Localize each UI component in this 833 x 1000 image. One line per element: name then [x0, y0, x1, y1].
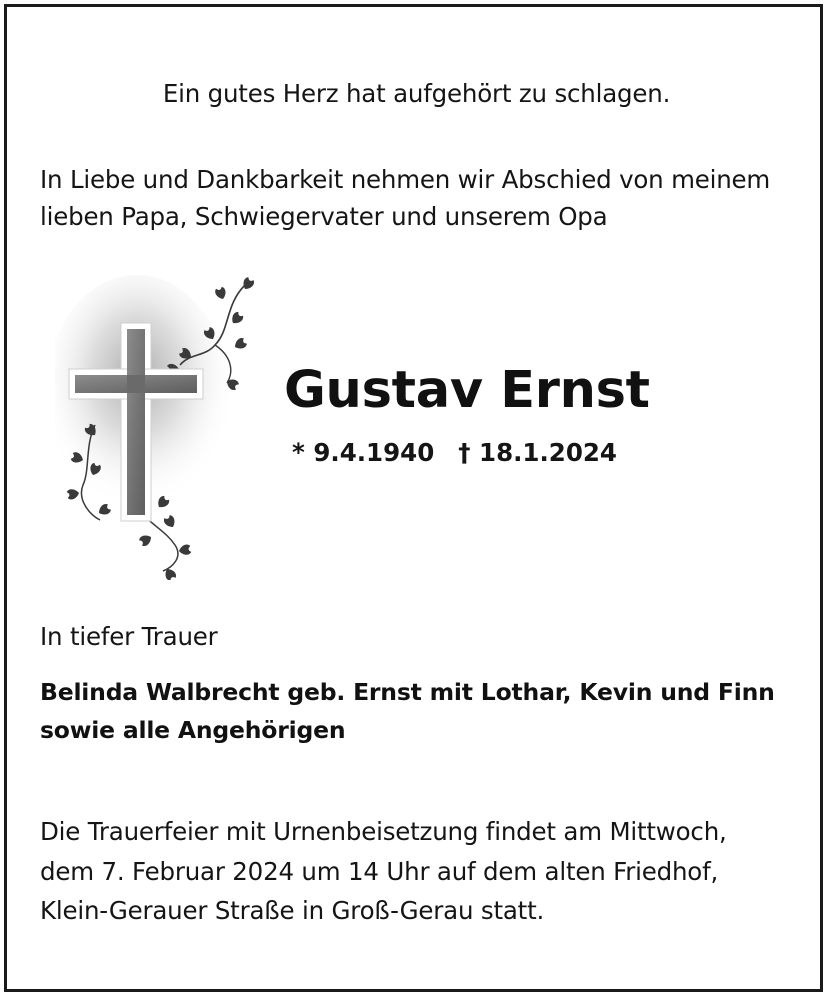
intro-line-1: In Liebe und Dankbarkeit nehmen wir Abschied von meinem — [40, 165, 771, 194]
family-line-1: Belinda Walbrecht geb. Ernst mit Lothar, Kevin und Finn — [40, 678, 775, 706]
mourning-phrase: In tiefer Trauer — [40, 622, 218, 651]
service-line-3: Klein-Gerauer Straße in Groß-Gerau statt. — [40, 896, 545, 925]
headline: Ein gutes Herz hat aufgehört zu schlagen. — [162, 79, 671, 108]
life-dates — [292, 435, 617, 471]
service-line-2: dem 7. Februar 2024 um 14 Uhr auf dem alten Friedhof, — [40, 857, 719, 886]
cross-with-ivy-icon — [55, 275, 265, 580]
deceased-name: Gustav Ernst — [284, 361, 650, 420]
birth-date: * 9.4.1940 — [292, 438, 435, 467]
service-line-1: Die Trauerfeier mit Urnenbeisetzung findet am Mittwoch, — [40, 817, 727, 846]
death-date: † 18.1.2024 — [458, 438, 617, 467]
family-line-2: sowie alle Angehörigen — [40, 716, 346, 744]
intro-line-2: lieben Papa, Schwiegervater und unserem Opa — [40, 202, 608, 231]
